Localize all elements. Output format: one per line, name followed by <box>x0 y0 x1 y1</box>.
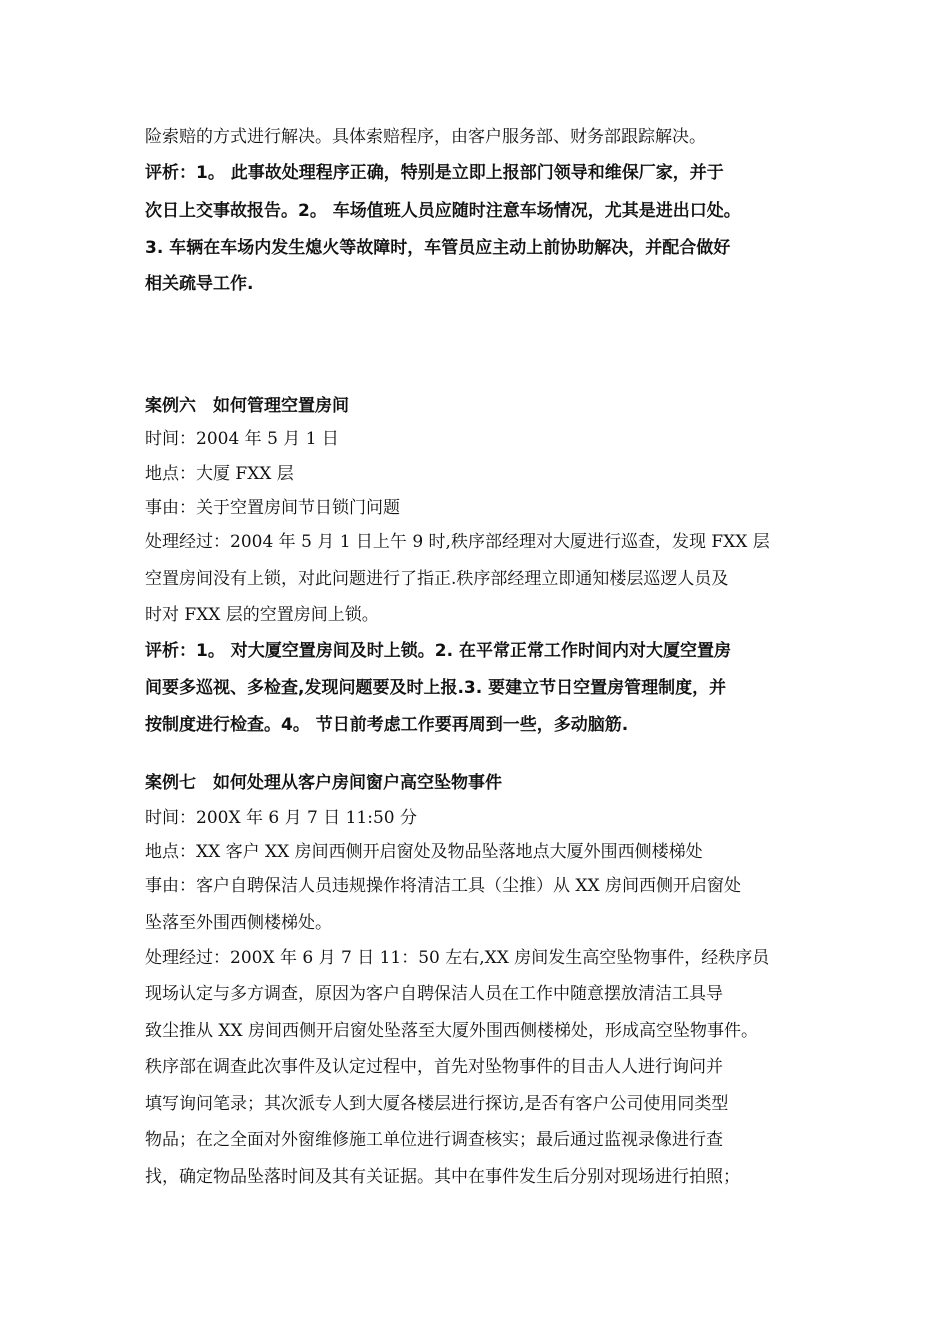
case7-title: 案例七 如何处理从客户房间窗户高空坠物事件 <box>145 773 502 793</box>
case7-process-line: 找，确定物品坠落时间及其有关证据。其中在事件发生后分别对现场进行拍照； <box>145 1167 740 1187</box>
case6-analysis-line: 间要多巡视、多检查,发现问题要及时上报.3. 要建立节日空置房管理制度，并 <box>145 678 727 698</box>
case7-process-line: 现场认定与多方调查，原因为客户自聘保洁人员在工作中随意摆放清洁工具导 <box>145 984 723 1004</box>
case7-time: 时间：200X 年 6 月 7 日 11:50 分 <box>145 808 417 828</box>
case7-process-line: 填写询问笔录；其次派专人到大厦各楼层进行探访,是否有客户公司使用同类型 <box>145 1094 729 1114</box>
case6-title: 案例六 如何管理空置房间 <box>145 396 349 416</box>
prev-case-analysis-line: 3. 车辆在车场内发生熄火等故障时，车管员应主动上前协助解决，并配合做好 <box>145 238 731 258</box>
case7-process-line: 秩序部在调查此次事件及认定过程中，首先对坠物事件的目击人人进行询问并 <box>145 1057 723 1077</box>
prev-case-analysis-line: 评析：1。 此事故处理程序正确，特别是立即上报部门领导和维保厂家，并于 <box>145 163 724 183</box>
prev-case-text: 险索赔的方式进行解决。具体索赔程序，由客户服务部、财务部跟踪解决。 <box>145 127 706 147</box>
case7-process-line: 处理经过：200X 年 6 月 7 日 11：50 左右,XX 房间发生高空坠物事件，经秩序员 <box>145 948 770 968</box>
case7-reason-line: 坠落至外围西侧楼梯处。 <box>145 913 332 933</box>
prev-case-analysis-line: 相关疏导工作. <box>145 274 254 294</box>
case6-process-line: 时对 FXX 层的空置房间上锁。 <box>145 605 379 625</box>
case6-process-line: 空置房间没有上锁，对此问题进行了指正.秩序部经理立即通知楼层巡逻人员及 <box>145 569 729 589</box>
case6-time: 时间：2004 年 5 月 1 日 <box>145 429 339 449</box>
case7-place: 地点：XX 客户 XX 房间西侧开启窗处及物品坠落地点大厦外围西侧楼梯处 <box>145 842 703 862</box>
case7-reason-line: 事由：客户自聘保洁人员违规操作将清洁工具（尘推）从 XX 房间西侧开启窗处 <box>145 876 742 896</box>
case7-process-line: 致尘推从 XX 房间西侧开启窗处坠落至大厦外围西侧楼梯处，形成高空坠物事件。 <box>145 1021 759 1041</box>
case6-place: 地点：大厦 FXX 层 <box>145 464 294 484</box>
case6-reason: 事由：关于空置房间节日锁门问题 <box>145 498 400 518</box>
case6-analysis-line: 按制度进行检查。4。 节日前考虑工作要再周到一些，多动脑筋. <box>145 715 629 735</box>
prev-case-analysis-line: 次日上交事故报告。2。 车场值班人员应随时注意车场情况，尤其是进出口处。 <box>145 201 741 221</box>
case6-process-line: 处理经过：2004 年 5 月 1 日上午 9 时,秩序部经理对大厦进行巡查，发现 FXX 层 <box>145 532 770 552</box>
case7-process-line: 物品；在之全面对外窗维修施工单位进行调查核实；最后通过监视录像进行查 <box>145 1130 723 1150</box>
case6-analysis-line: 评析：1。 对大厦空置房间及时上锁。2. 在平常正常工作时间内对大厦空置房 <box>145 641 731 661</box>
